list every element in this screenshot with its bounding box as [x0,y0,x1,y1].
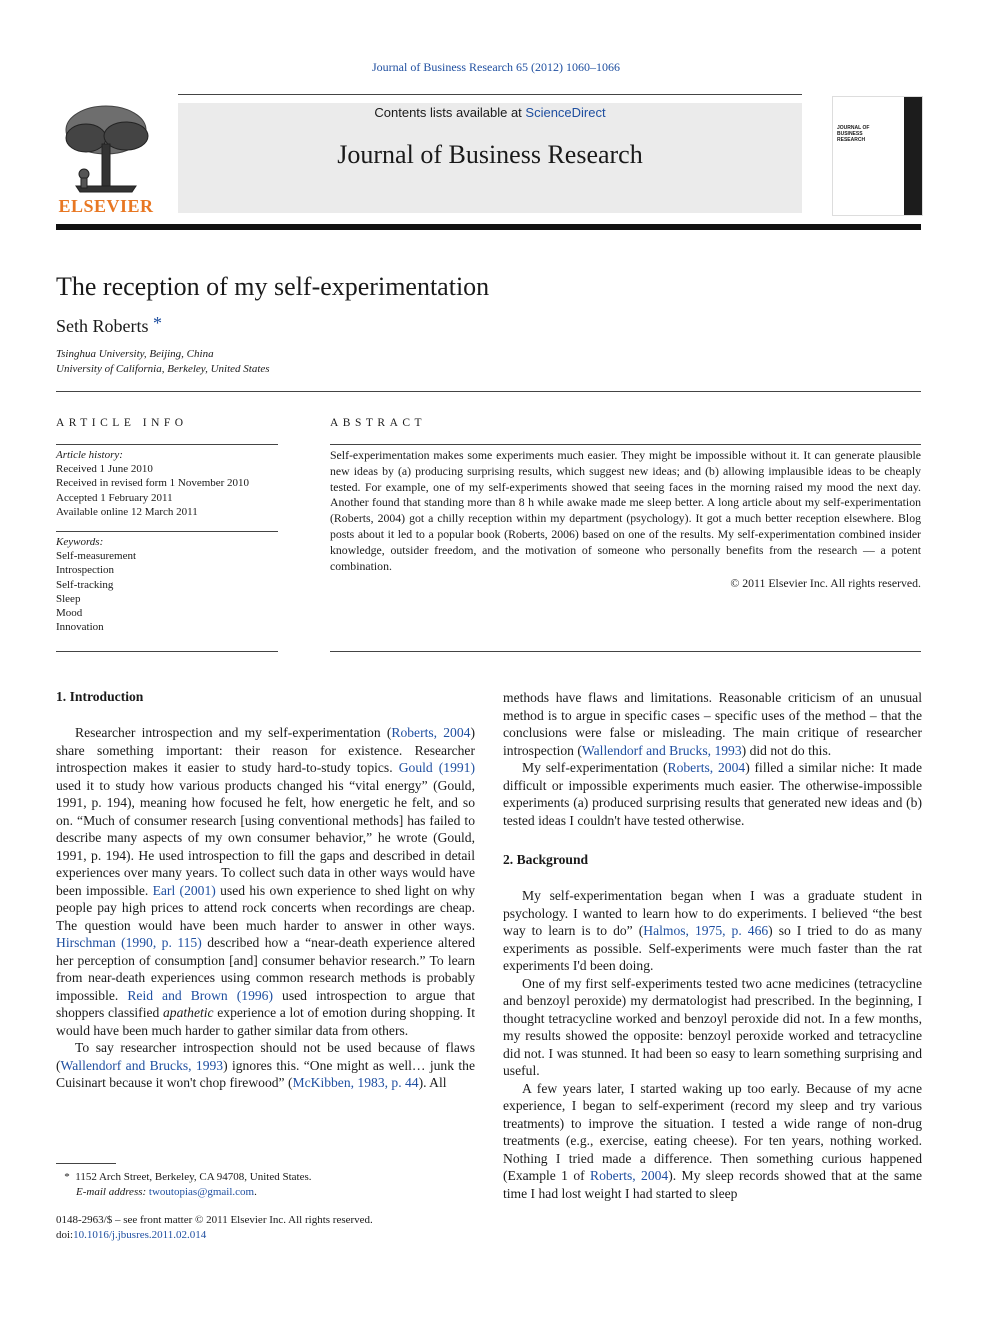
elsevier-wordmark: ELSEVIER [58,196,154,216]
abstract-rule [330,651,921,652]
paragraph: methods have flaws and limitations. Reasonable criticism of an unusual method is to argue in specific cases – specific uses of the method – that the conclusions were false or misleading. The main critique of researcher introspection (Wallendorf and Brucks, 1993) did not do this. [503,690,922,758]
paragraph: My self-experimentation began when I was a graduate student in psychology. I wanted to learn how to do experiments. I believed “the best way to learn is to do” (Halmos, 1975, p. 466) so I tried to do as many experiments as possible. Self-experiments were much faster than the rat experiments I'd been doing. [503,888,922,973]
body-column-right [503,689,922,829]
issn-line: 0148-2963/$ – see front matter © 2011 Elsevier Inc. All rights reserved. [56,1214,373,1226]
abstract-heading: ABSTRACT [330,417,427,429]
background-body [503,887,922,1202]
article-title: The reception of my self-experimentation [56,272,490,301]
section-heading-background: 2. Background [503,852,589,867]
article-history: Article history: Received 1 June 2010 Received in revised form 1 November 2010 Accepted 1 February 2011 Available online 12 March 2011 [56,448,278,519]
header-thick-rule [56,224,921,230]
keyword: Innovation [56,621,104,634]
email-link[interactable]: twoutopias@gmail.com [148,1185,255,1198]
body-column-left [56,724,475,1092]
keyword: Introspection [56,564,115,577]
affiliation-1: Tsinghua University, Beijing, China [56,348,214,360]
author-name: Seth Roberts * [56,313,162,336]
history-entry: Received in revised form 1 November 2010 [56,477,250,490]
emphasis: apathetic [162,1005,214,1020]
citation-link[interactable]: Gould (1991) [398,760,476,775]
cover-title: JOURNAL OF BUSINESS RESEARCH [837,125,870,143]
article-info-heading: ARTICLE INFO [56,417,188,429]
footnote: * 1152 Arch Street, Berkeley, CA 94708, United States. E-mail address: twoutopias@gmail.com. [64,1171,312,1198]
keyword: Self-measurement [56,550,137,563]
article-info-rule [56,531,278,532]
article-info-rule [56,651,278,652]
citation-link[interactable]: Halmos, 1975, p. 466 [643,923,769,938]
citation-link[interactable]: Reid and Brown (1996) [127,987,273,1003]
affiliation-2: University of California, Berkeley, United States [56,363,270,375]
citation-link[interactable]: McKibben, 1983, p. 44 [292,1075,419,1090]
sciencedirect-link[interactable]: ScienceDirect [525,105,606,120]
title-rule [56,391,921,392]
paragraph: To say researcher introspection should not be used because of flaws (Wallendorf and Brucks, 1993) ignores this. “One might as well… junk the Cuisinart because it won't chop firewood” (McKibben, 1983, p. 44). All [56,1040,475,1090]
header-top-rule [178,94,802,95]
keyword: Mood [56,607,83,620]
journal-cover-image[interactable] [832,96,923,216]
keyword: Self-tracking [56,578,114,591]
doi-link[interactable]: 10.1016/j.jbusres.2011.02.014 [73,1228,207,1241]
paragraph: One of my first self-experiments tested two acne medicines (tetracycline and benzoyl peroxide) my dermatologist had prescribed. In the beginning, I thought tetracycline worked and benzoyl peroxide did not. In a few months, my results showed the opposite: benzoyl peroxide worked and tetracycline did not. I was stunned. It had been so easy to learn something surprising and useful. [503,975,922,1078]
abstract-rule [330,444,921,445]
keywords: Keywords: Self-measurement Introspection Self-tracking Sleep Mood Innovation [56,535,278,634]
history-entry: Received 1 June 2010 [56,463,153,476]
footnote-rule [56,1163,116,1164]
citation-link[interactable]: Roberts, 2004 [590,1168,669,1183]
author-footnote-link[interactable]: * [153,313,162,333]
history-entry: Accepted 1 February 2011 [56,491,173,504]
front-matter: 0148-2963/$ – see front matter © 2011 Elsevier Inc. All rights reserved. doi:10.1016/j.jbusres.2011.02.014 [56,1214,373,1241]
citation-link[interactable]: Roberts, 2004 [667,760,746,775]
cover-dark-strip [904,97,922,215]
paragraph: Researcher introspection and my self-experimentation (Roberts, 2004) share something important: their reason for existence. Researcher introspection makes it easier to study hard-to-study topics. Gould (1991) used it to study how various products changed his “vital energy” (Gould, 1991, p. 194), meaning how focused he felt, how energetic he felt, and so on. “Much of consumer research [using conventional methods] has failed to describe many aspects of my own consumer behavior,” he wrote (Gould, 1991, p. 194). He used introspection to fill the gaps and described in detail experiences over many years. To collect such data in other ways would have been impossible. Earl (2001) used his own experience to shed light on why people pay high prices to attend rock concerts when recordings are cheap. The question would have been much harder to answer in other ways. Hirschman (1990, p. 115) described how a “near-death experience altered her perception of consumption [and] consumer behavior research.” To learn from near-death experiences using common research methods is probably impossible. Reid and Brown (1996) used introspection to argue that shoppers classified apathetic experience a lot of emotion during shopping. It would have been much harder to gather similar data from others. [56,725,476,1038]
article-info-rule [56,444,278,445]
contents-line: Contents lists available at ScienceDirect [374,105,606,120]
journal-citation[interactable]: Journal of Business Research 65 (2012) 1060–1066 [372,60,620,74]
citation-link[interactable]: Wallendorf and Brucks, 1993 [60,1057,224,1073]
paragraph: A few years later, I started waking up too early. Because of my acne experience, I began to self-experiment (record my sleep and try various treatments) to improve the situation. I tested a wide range of non-drug treatments (e.g., exercise, eating cheese). For ten years, nothing worked. Nothing I tried made a difference. Then something curious happened (Example 1 of Roberts, 2004). My sleep records showed that at the same time I had lost weight I had started to sleep [503,1080,922,1201]
citation-link[interactable]: Earl (2001) [152,882,216,898]
history-entry: Available online 12 March 2011 [56,505,198,518]
section-heading-introduction: 1. Introduction [56,689,144,704]
citation-link[interactable]: Wallendorf and Brucks, 1993 [581,742,742,758]
citation-link[interactable]: Roberts, 2004 [391,725,471,740]
keyword: Sleep [56,592,81,605]
abstract-copyright: © 2011 Elsevier Inc. All rights reserved. [730,576,921,590]
journal-title: Journal of Business Research [337,140,643,169]
citation-link[interactable]: Hirschman (1990, p. 115) [56,935,202,950]
paragraph: My self-experimentation (Roberts, 2004) filled a similar niche: It made difficult or impossible experiments much easier. The otherwise-impossible experiments (a) produced surprising results that generated new ideas and (b) tested ideas I couldn't have tested otherwise. [503,760,922,828]
abstract-text: Self-experimentation makes some experiments much easier. They might be impossible without it. It can generate plausible new ideas by (a) producing surprising results, which suggest new ideas; and (b) allowing implausible ideas to be cheaply tested. For example, one of my self-experiments showed that seeing faces in the morning raised my mood the next day. Another found that standing more than 8 h while awake made me sleep better. A long article about my self-experimentation (Roberts, 2004) got a chilly reception within my department (psychology). It got a much better reception elsewhere. Blog posts about it led to a popular book (Roberts, 2006) based on one of the results. My self-experimentation combined insider knowledge, outsider freedom, and the motivation of someone who personally benefits from the research — a potent combination. [330,448,921,573]
